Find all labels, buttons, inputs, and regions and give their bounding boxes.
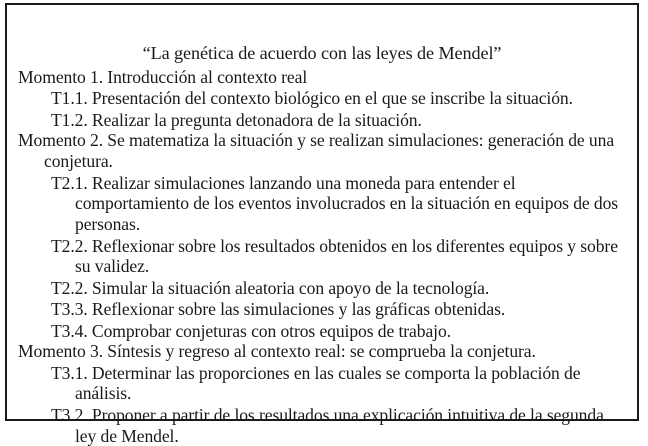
moment-3-heading: Momento 3. Síntesis y regreso al contexto real: se comprueba la conjetura. xyxy=(18,341,536,362)
task-t1-2: T1.2. Realizar la pregunta detonadora de la situación. xyxy=(51,109,422,130)
moment-2-heading: Momento 2. Se matematiza la situación y se realizan simulaciones: generación de una conjetura. xyxy=(18,130,615,172)
task-t2-2-simular: T2.2. Simular la situación aleatoria con apoyo de la tecnología. xyxy=(51,277,490,298)
moment-1-heading: Momento 1. Introducción al contexto real xyxy=(18,67,308,87)
task-t2-1: T2.1. Realizar simulaciones lanzando una moneda para entender el comportamiento de los eventos involucrados en la situación en equipos de dos personas. xyxy=(51,172,619,235)
task-t3-2: T3.2. Proponer a partir de los resultados una explicación intuitiva de la segunda ley de Mendel. xyxy=(51,404,604,446)
task-t3-1: T3.1. Determinar las proporciones en las cuales se comporta la población de análisis. xyxy=(51,362,581,404)
task-t3-3: T3.3. Reflexionar sobre las simulaciones y las gráficas obtenidas. xyxy=(51,299,506,320)
task-t2-2-reflexionar: T2.2. Reflexionar sobre los resultados obtenidos en los diferentes equipos y sobre su validez. xyxy=(51,235,618,277)
document-title: “La genética de acuerdo con las leyes de Mendel” xyxy=(142,43,502,63)
document-frame xyxy=(5,3,639,446)
moments-list xyxy=(18,67,629,446)
task-t1-1: T1.1. Presentación del contexto biológico en el que se inscribe la situación. xyxy=(51,88,573,109)
task-t3-4: T3.4. Comprobar conjeturas con otros equipos de trabajo. xyxy=(51,320,451,341)
